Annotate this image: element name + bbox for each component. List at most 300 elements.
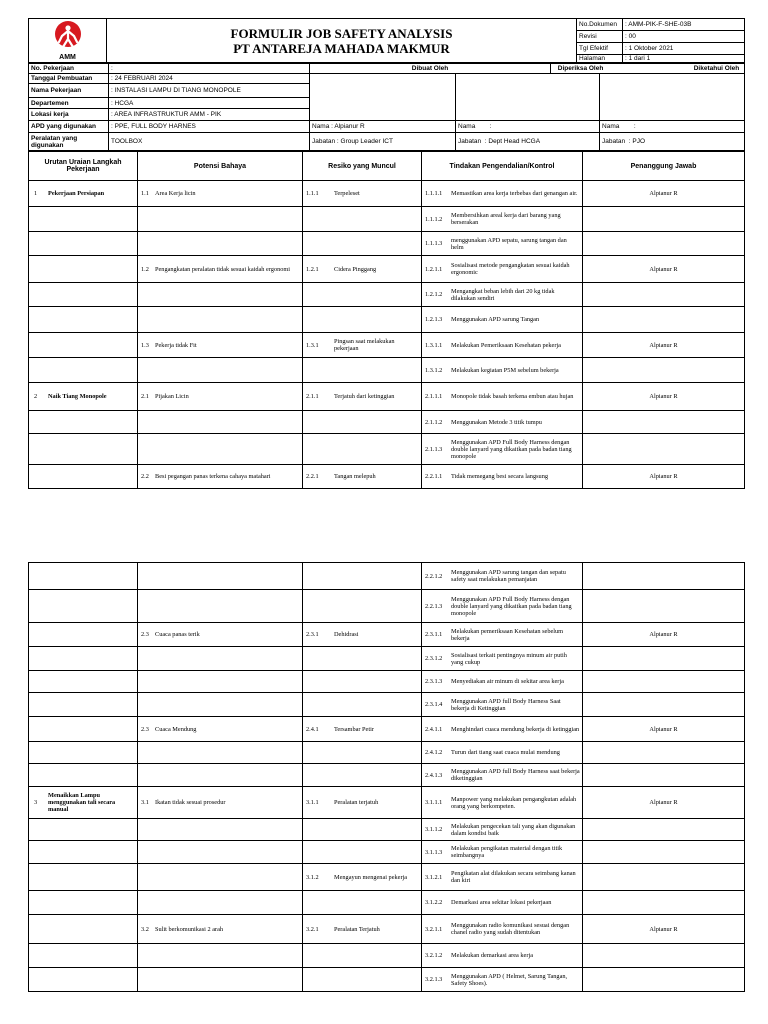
step-cell — [29, 623, 138, 647]
responsible-cell: Alpianur R — [583, 333, 745, 358]
lokasi-value: : AREA INFRASTRUKTUR AMM - PIK — [109, 109, 310, 121]
control-text: Menyediakan air minum di sekitar area kerja — [451, 678, 564, 685]
control-number: 3.1.1.3 — [425, 848, 443, 856]
responsible-cell — [583, 841, 745, 864]
doc-info-key: Halaman — [577, 55, 623, 63]
table-row — [29, 819, 745, 841]
table-row — [29, 841, 745, 864]
hazard-cell — [138, 764, 303, 787]
risk-cell — [303, 434, 422, 465]
hazard-text: Pengangkatan peralatan tidak sesuai kaidah ergonomi — [155, 265, 291, 273]
risk-text: Cidera Pinggang — [334, 265, 377, 273]
control-cell — [422, 693, 583, 717]
control-number: 1.1.1.3 — [425, 240, 443, 247]
table-row — [29, 915, 745, 944]
control-text: Turun dari tiang saat cuaca mulai mendung — [451, 749, 560, 756]
control-cell — [422, 717, 583, 742]
peralatan-label: Peralatan yang digunakan — [29, 133, 109, 151]
hazard-cell — [138, 307, 303, 333]
form-header — [28, 18, 745, 63]
risk-number: 1.3.1 — [306, 341, 319, 349]
table-row — [29, 693, 745, 717]
table-row — [29, 181, 745, 207]
control-text: menggunakan APD sepatu, sarung tangan dan helm — [451, 236, 567, 251]
step-number: 3 — [34, 799, 38, 806]
step-cell — [29, 693, 138, 717]
risk-cell — [303, 283, 422, 307]
hazard-text: Cuaca Mendung — [155, 725, 197, 733]
risk-cell — [303, 742, 422, 764]
step-cell — [29, 915, 138, 944]
control-number: 3.2.1.3 — [425, 976, 443, 983]
dibuat-oleh-header: Dibuat Oleh — [310, 64, 551, 74]
responsible-cell — [583, 590, 745, 623]
control-cell — [422, 307, 583, 333]
control-cell — [422, 864, 583, 891]
control-number: 2.1.1.1 — [425, 393, 443, 400]
table-row — [29, 864, 745, 891]
responsible-cell — [583, 944, 745, 968]
control-text: Memastikan area kerja terbebas dari genangan air. — [451, 190, 578, 197]
hazard-number: 2.2 — [141, 473, 149, 480]
control-cell — [422, 181, 583, 207]
control-number: 3.2.1.2 — [425, 952, 443, 959]
departemen-value: : HCGA — [109, 98, 310, 109]
risk-cell — [303, 864, 422, 891]
responsible-cell — [583, 864, 745, 891]
sign-box-2 — [456, 74, 600, 121]
risk-cell — [303, 333, 422, 358]
control-number: 3.2.1.1 — [425, 925, 443, 933]
risk-cell — [303, 563, 422, 590]
control-cell — [422, 915, 583, 944]
hazard-number: 3.1 — [141, 799, 149, 806]
table-row — [29, 232, 745, 256]
responsible-cell: Alpianur R — [583, 915, 745, 944]
control-number: 1.2.1.1 — [425, 265, 443, 273]
risk-cell — [303, 717, 422, 742]
apd-label: APD yang digunakan — [29, 121, 109, 133]
step-cell — [29, 787, 138, 819]
sign-box-3 — [600, 74, 745, 121]
jabatan-diperiksa — [456, 133, 600, 151]
responsible-cell — [583, 671, 745, 693]
hazard-cell — [138, 819, 303, 841]
risk-number: 2.1.1 — [306, 393, 319, 400]
responsible-cell: Alpianur R — [583, 465, 745, 489]
control-text: Melakukan pengecekan tali yang akan digunakan dalam kondisi baik — [451, 822, 576, 837]
responsible-cell: Alpianur R — [583, 256, 745, 283]
control-number: 3.1.1.1 — [425, 799, 443, 806]
hazard-cell — [138, 787, 303, 819]
control-cell — [422, 968, 583, 992]
step-cell — [29, 411, 138, 434]
step-cell — [29, 717, 138, 742]
risk-text: Tersambar Petir — [334, 725, 374, 733]
nama-diketahui — [600, 121, 745, 133]
responsible-cell — [583, 232, 745, 256]
step-cell — [29, 333, 138, 358]
responsible-cell — [583, 968, 745, 992]
risk-text: Tangan melepuh — [334, 473, 376, 480]
jabatan-diperiksa-label: Jabatan — [458, 138, 482, 145]
risk-number: 3.1.2 — [306, 873, 319, 881]
risk-cell — [303, 693, 422, 717]
control-cell — [422, 256, 583, 283]
control-number: 1.1.1.2 — [425, 215, 443, 223]
table-row — [29, 358, 745, 383]
responsible-cell — [583, 693, 745, 717]
table-row — [29, 742, 745, 764]
diperiksa-oleh-text: Diperiksa Oleh — [557, 65, 604, 72]
risk-text: Peralatan Terjatuh — [334, 925, 380, 933]
risk-cell — [303, 623, 422, 647]
hazard-cell — [138, 693, 303, 717]
step-cell — [29, 742, 138, 764]
hazard-number: 1.1 — [141, 190, 149, 197]
step-cell — [29, 283, 138, 307]
risk-cell — [303, 819, 422, 841]
risk-cell — [303, 944, 422, 968]
control-cell — [422, 283, 583, 307]
risk-text: Pingsan saat melakukan pekerjaan — [334, 338, 395, 352]
responsible-cell — [583, 891, 745, 915]
risk-cell — [303, 358, 422, 383]
risk-text: Terjatuh dari ketinggian — [334, 393, 395, 400]
control-text: Menggunakan Metode 3 titik tumpu — [451, 418, 542, 426]
table-row — [29, 671, 745, 693]
table-row — [29, 764, 745, 787]
control-text: Monopole tidak basah terkena embun atau hujan — [451, 393, 574, 400]
risk-cell — [303, 232, 422, 256]
responsible-cell: Alpianur R — [583, 623, 745, 647]
title-line-1: FORMULIR JOB SAFETY ANALYSIS — [230, 25, 453, 41]
table-row — [29, 623, 745, 647]
doc-info-value: : 1 Oktober 2021 — [623, 43, 745, 55]
control-cell — [422, 207, 583, 232]
step-cell — [29, 764, 138, 787]
jsa-table-page-1 — [28, 151, 745, 489]
step-cell — [29, 307, 138, 333]
nama-pekerjaan-label: Nama Pekerjaan — [29, 84, 109, 98]
control-cell — [422, 647, 583, 671]
control-cell — [422, 819, 583, 841]
control-cell — [422, 623, 583, 647]
control-text: Sosialisasi metode pengangkatan sesuai kaidah ergonomic — [451, 262, 570, 276]
risk-number: 3.2.1 — [306, 925, 319, 933]
control-cell — [422, 764, 583, 787]
control-text: Menggunakan APD full Body Harness Saat bekerja di Ketinggian — [451, 697, 561, 712]
risk-cell — [303, 307, 422, 333]
control-number: 1.1.1.1 — [425, 190, 443, 197]
control-text: Menghindari cuaca mendung bekerja di ketinggian — [451, 725, 580, 733]
responsible-cell: Alpianur R — [583, 181, 745, 207]
table-row — [29, 307, 745, 333]
risk-number: 2.2.1 — [306, 473, 319, 480]
jsa-form-page-1 — [28, 18, 744, 489]
step-text: Menaikkan Lampu menggunakan tali secara manual — [48, 792, 116, 813]
col-penanggung: Penanggung Jawab — [583, 152, 745, 181]
risk-cell — [303, 256, 422, 283]
control-text: Demarkasi area sekitar lokasi pekerjaan — [451, 899, 552, 906]
responsible-cell — [583, 283, 745, 307]
table-row — [29, 411, 745, 434]
hazard-cell — [138, 333, 303, 358]
nama-diperiksa-value: : — [489, 123, 492, 130]
control-cell — [422, 563, 583, 590]
table-row — [29, 717, 745, 742]
risk-cell — [303, 841, 422, 864]
hazard-cell — [138, 841, 303, 864]
control-text: Menggunakan APD Full Body Harness dengan double lanyard yang dikaitkan pada badan tiang monopole — [451, 595, 572, 617]
hazard-text: Pekerja tidak Fit — [155, 341, 197, 349]
control-text: Melakukan pengikatan material dengan titik seimbangnya — [451, 845, 563, 859]
logo-text: AMM — [59, 54, 76, 61]
hazard-cell — [138, 232, 303, 256]
control-number: 3.1.1.2 — [425, 826, 443, 833]
control-number: 2.2.1.3 — [425, 602, 443, 610]
control-number: 2.2.1.2 — [425, 572, 443, 580]
control-number: 2.1.1.2 — [425, 418, 443, 426]
control-number: 3.1.2.1 — [425, 873, 443, 881]
step-text: Pekerjaan Persiapan — [48, 190, 105, 197]
step-cell — [29, 841, 138, 864]
doc-info-key: Revisi — [577, 31, 623, 43]
step-cell — [29, 256, 138, 283]
control-number: 2.3.1.2 — [425, 655, 443, 662]
responsible-cell — [583, 647, 745, 671]
jabatan-diketahui — [600, 133, 745, 151]
hazard-number: 1.2 — [141, 265, 149, 273]
control-cell — [422, 465, 583, 489]
nama-diperiksa — [456, 121, 600, 133]
risk-cell — [303, 787, 422, 819]
responsible-cell — [583, 207, 745, 232]
step-text: Naik Tiang Monopole — [48, 393, 107, 400]
doc-info-value: : AMM-PIK-F-SHE-03B — [623, 19, 745, 31]
jsa-form-page-2 — [28, 562, 744, 992]
control-text: Pengikatan alat dilakukan secara seimbang kanan dan kiri — [451, 870, 576, 884]
hazard-cell — [138, 647, 303, 671]
control-text: Melakukan demarkasi area kerja — [451, 952, 533, 959]
hazard-cell — [138, 671, 303, 693]
tanggal-label: Tanggal Pembuatan — [29, 74, 109, 84]
jabatan-diperiksa-value: : Dept Head HCGA — [484, 138, 541, 145]
table-row — [29, 787, 745, 819]
control-number: 1.3.1.2 — [425, 366, 443, 374]
col-urutan: Urutan Uraian Langkah Pekerjaan — [29, 152, 138, 181]
risk-number: 3.1.1 — [306, 799, 319, 806]
step-cell — [29, 590, 138, 623]
table-row — [29, 968, 745, 992]
risk-cell — [303, 590, 422, 623]
nama-pekerjaan-value: : INSTALASI LAMPU DI TIANG MONOPOLE — [109, 84, 310, 98]
control-cell — [422, 841, 583, 864]
apd-value: : PPE, FULL BODY HARNES — [109, 121, 310, 133]
control-text: Melakukan pemeriksaan Kesehatan sebelum bekerja — [451, 627, 564, 642]
col-resiko: Resiko yang Muncul — [303, 152, 422, 181]
control-cell — [422, 333, 583, 358]
control-text: Menggunakan APD Full Body Harness dengan double lanyard yang dikaitkan pada badan tiang monopole — [451, 438, 572, 460]
hazard-cell — [138, 434, 303, 465]
table-row — [29, 944, 745, 968]
control-text: Menggunakan APD full Body Harness saat bekerja diketinggian — [451, 768, 580, 782]
hazard-cell — [138, 590, 303, 623]
control-text: Menggunakan APD sarung tangan dan sepatu safety saat melakukan pemanjatan — [451, 569, 566, 583]
step-number: 2 — [34, 393, 38, 400]
hazard-cell — [138, 891, 303, 915]
responsible-cell — [583, 434, 745, 465]
hazard-number: 2.1 — [141, 393, 149, 400]
risk-number: 1.2.1 — [306, 265, 319, 273]
control-text: Manpower yang melakukan pengangkutan adalah orang yang berkompeten. — [451, 795, 577, 810]
title-line-2: PT ANTAREJA MAHADA MAKMUR — [233, 40, 450, 56]
risk-cell — [303, 764, 422, 787]
form-title — [107, 19, 577, 63]
step-cell — [29, 383, 138, 411]
risk-text: Mengayun mengenai pekerja — [334, 873, 408, 881]
control-number: 3.1.2.2 — [425, 899, 443, 906]
risk-cell — [303, 411, 422, 434]
table-row — [29, 333, 745, 358]
hazard-text: Sulit berkomunikasi 2 arah — [155, 925, 224, 933]
step-cell — [29, 358, 138, 383]
control-cell — [422, 358, 583, 383]
responsible-cell: Alpianur R — [583, 787, 745, 819]
control-number: 2.1.1.3 — [425, 445, 443, 453]
nama-diketahui-label: Nama — [602, 123, 620, 130]
control-number: 2.2.1.1 — [425, 473, 443, 480]
control-text: Membersihkan areal kerja dari barang yang berserakan — [451, 212, 561, 226]
hazard-cell — [138, 563, 303, 590]
step-cell — [29, 819, 138, 841]
risk-cell — [303, 383, 422, 411]
step-number: 1 — [34, 190, 38, 197]
control-text: Mengangkat beban lebih dari 20 kg tidak dilakukan sendiri — [451, 287, 555, 302]
risk-cell — [303, 891, 422, 915]
hazard-cell — [138, 968, 303, 992]
hazard-number: 2.3 — [141, 725, 149, 733]
job-info-table — [28, 63, 745, 151]
hazard-text: Area Kerja licin — [155, 190, 196, 197]
control-text: Menggunakan radio komunikasi sesuai dengan chanel radio yang sudah ditentukan — [451, 922, 570, 936]
table-row — [29, 590, 745, 623]
control-number: 1.3.1.1 — [425, 341, 443, 349]
hazard-number: 1.3 — [141, 341, 149, 349]
hazard-cell — [138, 207, 303, 232]
nama-dibuat: Nama : Alpianur R — [310, 121, 456, 133]
risk-cell — [303, 671, 422, 693]
table-row — [29, 383, 745, 411]
control-number: 2.3.1.4 — [425, 701, 443, 708]
step-cell — [29, 434, 138, 465]
hazard-text: Ikatan tidak sesuai prosedur — [155, 799, 226, 806]
table-row — [29, 434, 745, 465]
hazard-cell — [138, 358, 303, 383]
control-cell — [422, 891, 583, 915]
step-cell — [29, 671, 138, 693]
no-pekerjaan-label: No. Pekerjaan — [29, 64, 109, 74]
risk-text: Dehidrasi — [334, 631, 359, 638]
doc-info-value: : 1 dari 1 — [623, 55, 745, 63]
hazard-cell — [138, 411, 303, 434]
doc-info-key: No.Dokumen — [577, 19, 623, 31]
step-cell — [29, 944, 138, 968]
jabatan-dibuat: Jabatan : Group Leader ICT — [310, 133, 456, 151]
hazard-cell — [138, 256, 303, 283]
risk-cell — [303, 207, 422, 232]
control-number: 2.3.1.3 — [425, 678, 443, 685]
control-text: Sosialisasi terkait pentingnya minum air putih yang cukup — [451, 651, 567, 666]
control-number: 1.2.1.3 — [425, 316, 443, 323]
lokasi-label: Lokasi kerja — [29, 109, 109, 121]
doc-info-value: : 00 — [623, 31, 745, 43]
tanggal-value: : 24 FEBRUARI 2024 — [109, 74, 310, 84]
control-cell — [422, 742, 583, 764]
control-text: Melakukan Pemeriksaan Kesehatan pekerja — [451, 341, 561, 349]
hazard-number: 2.3 — [141, 631, 149, 638]
company-logo — [29, 19, 107, 63]
control-cell — [422, 671, 583, 693]
control-cell — [422, 411, 583, 434]
control-cell — [422, 232, 583, 256]
risk-cell — [303, 647, 422, 671]
nama-diperiksa-label: Nama — [458, 123, 476, 130]
control-number: 2.4.1.1 — [425, 725, 443, 733]
risk-cell — [303, 968, 422, 992]
step-cell — [29, 207, 138, 232]
hazard-cell — [138, 717, 303, 742]
step-cell — [29, 563, 138, 590]
column-header-row — [29, 152, 745, 181]
control-number: 2.4.1.3 — [425, 771, 443, 779]
risk-number: 2.4.1 — [306, 725, 319, 733]
hazard-cell — [138, 465, 303, 489]
risk-number: 2.3.1 — [306, 631, 319, 638]
diketahui-oleh-text: Diketahui Oleh — [693, 65, 740, 72]
control-number: 2.3.1.1 — [425, 631, 443, 638]
responsible-cell — [583, 819, 745, 841]
step-cell — [29, 968, 138, 992]
step-cell — [29, 891, 138, 915]
table-row — [29, 647, 745, 671]
control-text: Melakukan kegiatan P5M sebelum bekerja — [451, 366, 559, 374]
table-row — [29, 465, 745, 489]
hazard-cell — [138, 742, 303, 764]
jabatan-diketahui-value: : PJO — [628, 138, 646, 145]
nama-diketahui-value: : — [633, 123, 636, 130]
control-cell — [422, 787, 583, 819]
no-pekerjaan-value: : — [109, 64, 310, 74]
col-tindakan: Tindakan Pengendalian/Kontrol — [422, 152, 583, 181]
jsa-table-page-2 — [28, 562, 745, 992]
step-cell — [29, 647, 138, 671]
hazard-cell — [138, 864, 303, 891]
hazard-cell — [138, 944, 303, 968]
responsible-cell — [583, 563, 745, 590]
responsible-cell — [583, 764, 745, 787]
table-row — [29, 891, 745, 915]
control-cell — [422, 383, 583, 411]
table-row — [29, 207, 745, 232]
risk-cell — [303, 181, 422, 207]
control-cell — [422, 434, 583, 465]
table-row — [29, 283, 745, 307]
amm-logo-icon — [48, 20, 88, 54]
step-cell — [29, 232, 138, 256]
control-cell — [422, 590, 583, 623]
control-number: 2.4.1.2 — [425, 749, 443, 756]
